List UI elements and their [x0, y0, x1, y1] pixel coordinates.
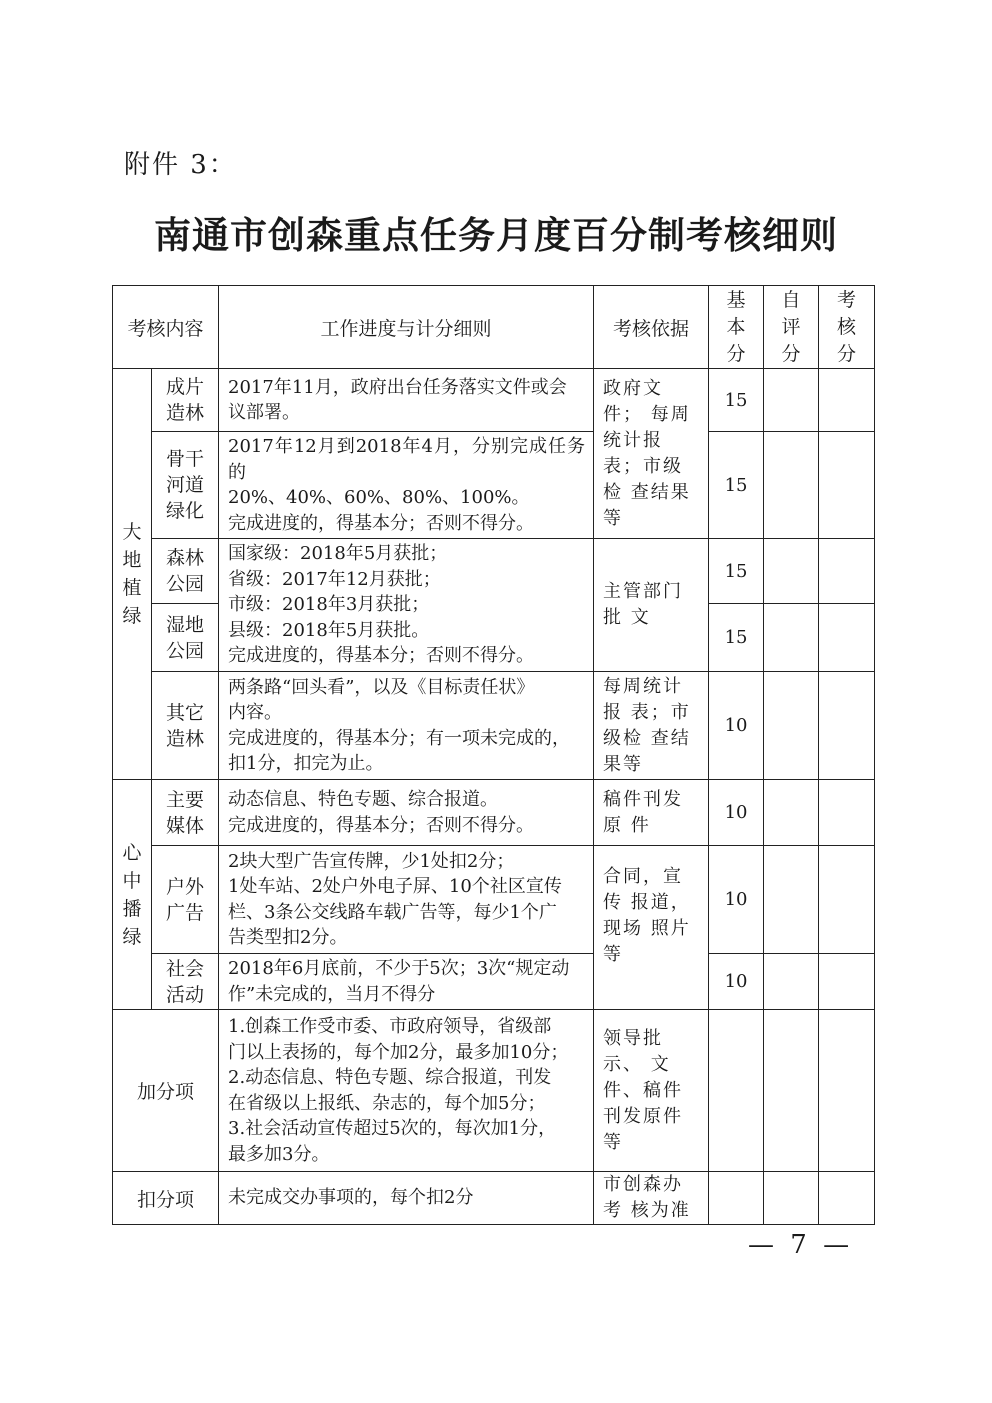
score-chengpian: 15 — [709, 369, 764, 432]
item-bonus: 加分项 — [113, 1010, 219, 1172]
review-score-cell[interactable] — [819, 369, 875, 432]
review-score-cell[interactable] — [819, 1172, 875, 1225]
assessment-table — [112, 285, 875, 1225]
document-title: 南通市创森重点任务月度百分制考核细则 — [154, 213, 838, 257]
item-gugan: 骨干 河道 绿化 — [152, 432, 219, 539]
self-score-cell[interactable] — [764, 539, 819, 604]
score-shidi: 15 — [709, 604, 764, 672]
basis-bonus: 领导批示、 文件、稿件 刊发原件等 — [594, 1010, 709, 1172]
review-score-cell[interactable] — [819, 1010, 875, 1172]
detail-chengpian: 2017年11月，政府出台任务落实文件或会 议部署。 — [219, 369, 594, 432]
base-score-cell — [709, 1010, 764, 1172]
table-row — [113, 369, 875, 432]
group-xinzhong-bolu: 心 中 播 绿 — [113, 780, 152, 1010]
detail-zhuyao: 动态信息、特色专题、综合报道。 完成进度的，得基本分；否则不得分。 — [219, 780, 594, 846]
header-self-score: 自 评 分 — [764, 286, 819, 369]
header-content: 考核内容 — [113, 286, 219, 369]
item-deduct: 扣分项 — [113, 1172, 219, 1225]
basis-zhuyao: 稿件刊发原 件 — [594, 780, 709, 846]
header-base-score: 基 本 分 — [709, 286, 764, 369]
page-number: — 7 — — [748, 1230, 854, 1260]
table-row — [113, 780, 875, 846]
self-score-cell[interactable] — [764, 954, 819, 1010]
detail-huwai: 2块大型广告宣传牌，少1处扣2分； 1处车站、2处户外电子屏、10个社区宣传 栏、3条公交线路车载广告等，每少1个广 告类型扣2分。 — [219, 846, 594, 954]
self-score-cell[interactable] — [764, 672, 819, 780]
table-row — [113, 954, 875, 1010]
self-score-cell[interactable] — [764, 369, 819, 432]
score-senlin: 15 — [709, 539, 764, 604]
item-senlin: 森林 公园 — [152, 539, 219, 604]
attachment-label: 附件 3： — [124, 150, 237, 180]
self-score-cell[interactable] — [764, 432, 819, 539]
detail-parks: 国家级：2018年5月获批； 省级：2017年12月获批； 市级：2018年3月获批； 县级：2018年5月获批。 完成进度的，得基本分；否则不得分。 — [219, 539, 594, 672]
basis-qita: 每周统计报 表；市级检 查结果等 — [594, 672, 709, 780]
basis-deduct: 市创森办考 核为准 — [594, 1172, 709, 1225]
detail-bonus: 1.创森工作受市委、市政府领导，省级部 门以上表扬的，每个加2分，最多加10分； 2.动态信息、特色专题、综合报道，刊发 在省级以上报纸、杂志的，每个加5分； 3.社会活动宣传超过5次的，每次加1分， 最多加3分。 — [219, 1010, 594, 1172]
self-score-cell[interactable] — [764, 1010, 819, 1172]
detail-gugan: 2017年12月到2018年4月，分别完成任务的 20%、40%、60%、80%、100%。 完成进度的，得基本分；否则不得分。 — [219, 432, 594, 539]
header-review-score: 考 核 分 — [819, 286, 875, 369]
table-row — [113, 672, 875, 780]
basis-promo: 合同，宣传 报道，现场 照片等 — [594, 846, 709, 1010]
score-qita: 10 — [709, 672, 764, 780]
item-qita: 其它 造林 — [152, 672, 219, 780]
score-zhuyao: 10 — [709, 780, 764, 846]
table-row — [113, 846, 875, 954]
base-score-cell — [709, 1172, 764, 1225]
detail-deduct: 未完成交办事项的，每个扣2分 — [219, 1172, 594, 1225]
review-score-cell[interactable] — [819, 539, 875, 604]
table-row — [113, 432, 875, 539]
table-row — [113, 1172, 875, 1225]
score-gugan: 15 — [709, 432, 764, 539]
review-score-cell[interactable] — [819, 846, 875, 954]
item-shidi: 湿地 公园 — [152, 604, 219, 672]
self-score-cell[interactable] — [764, 604, 819, 672]
table-row — [113, 539, 875, 604]
item-shehui: 社会 活动 — [152, 954, 219, 1010]
review-score-cell[interactable] — [819, 954, 875, 1010]
item-chengpian: 成片 造林 — [152, 369, 219, 432]
review-score-cell[interactable] — [819, 780, 875, 846]
group-dadi-zhilu: 大 地 植 绿 — [113, 369, 152, 780]
item-huwai: 户外 广告 — [152, 846, 219, 954]
basis-forest: 政府文件； 每周统计报 表；市级检 查结果等 — [594, 369, 709, 539]
score-huwai: 10 — [709, 846, 764, 954]
review-score-cell[interactable] — [819, 432, 875, 539]
item-zhuyao: 主要 媒体 — [152, 780, 219, 846]
review-score-cell[interactable] — [819, 672, 875, 780]
header-basis: 考核依据 — [594, 286, 709, 369]
self-score-cell[interactable] — [764, 846, 819, 954]
detail-shehui: 2018年6月底前，不少于5次；3次“规定动 作”未完成的，当月不得分 — [219, 954, 594, 1010]
review-score-cell[interactable] — [819, 604, 875, 672]
basis-parks: 主管部门批 文 — [594, 539, 709, 672]
detail-qita: 两条路“回头看”，以及《目标责任状》 内容。 完成进度的，得基本分；有一项未完成的， 扣1分，扣完为止。 — [219, 672, 594, 780]
self-score-cell[interactable] — [764, 780, 819, 846]
self-score-cell[interactable] — [764, 1172, 819, 1225]
table-header-row — [113, 286, 875, 369]
header-details: 工作进度与计分细则 — [219, 286, 594, 369]
score-shehui: 10 — [709, 954, 764, 1010]
table-row — [113, 1010, 875, 1172]
